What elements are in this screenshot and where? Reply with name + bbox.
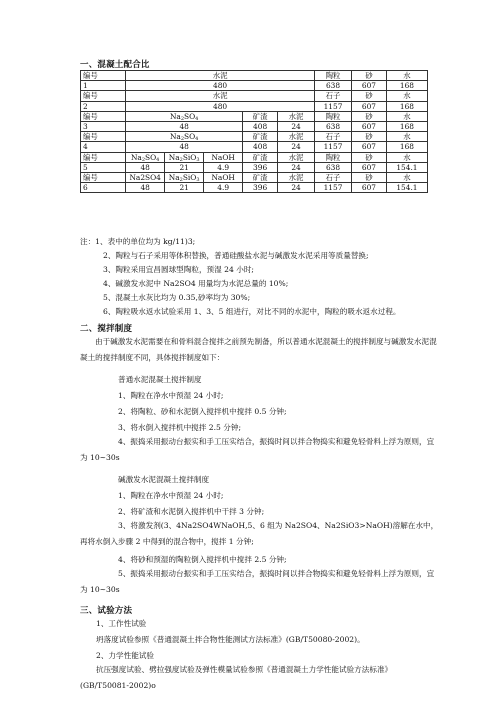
header-cell: 编号 [81,71,126,81]
subsection-title-mechanics: 2、力学性能试验 [96,651,154,660]
header-cell: 编号 [81,132,126,142]
header-cell-na2so4: $Na_2SO_4$ [126,132,243,142]
header-cell: 陶粒 [315,111,352,121]
table-row [81,101,428,111]
header-cell: 水泥 [278,172,315,182]
note-line: 3、陶粒采用宜昌圆球型陶粒，预湿 24 小时; [103,265,254,274]
cell: 24 [278,162,315,172]
cell: 4.9 [204,183,243,193]
cell: 5 [81,162,126,172]
note-line: 6、陶粒吸水返水试验采用 1、3、5 组进行，对比不同的水泥中，陶粒的吸水返水过程。 [103,307,401,316]
note-line: 4、碱激发水泥中 Na2SO4 用量均为水泥总量的 10%; [103,279,289,288]
step-paragraph: 4、振捣采用振动台振实和手工压实结合，振捣时间以拌合物捣实和避免轻骨料上浮为原则，宜为 10~30s [80,437,435,462]
header-cell-na2so4: $Na_2SO_4$ [126,111,243,121]
cell: 21 [165,162,204,172]
header-cell: 矿渣 [243,111,278,121]
step-line: 2、将陶粒、砂和水泥倒入搅拌机中搅拌 0.5 分钟; [118,407,287,416]
cell: 607 [351,142,386,152]
step-line: 2、将矿渣和水泥倒入搅拌机中干拌 3 分钟; [118,507,265,516]
header-cell: 砂 [351,152,386,162]
section-title-mix-proportion: 一、混凝土配合比 [80,60,150,70]
cell: 607 [351,121,386,131]
cell: 154.1 [386,162,427,172]
header-cell: 水泥 [278,111,315,121]
subsection-title-alkali: 碱激发水泥混凝土搅拌制度 [118,475,210,484]
cell: 408 [243,142,278,152]
cell: 607 [351,101,386,111]
header-cell: 砂 [351,71,386,81]
cell: 638 [315,162,352,172]
header-cell: 水泥 [278,132,315,142]
cell: 24 [278,183,315,193]
section-title-mixing: 二、搅拌制度 [80,324,133,334]
step-line: 1、陶粒在净水中预湿 24 小时; [118,391,224,400]
cell: 1 [81,81,126,91]
cell: 168 [386,81,427,91]
cell: 6 [81,183,126,193]
cell: 48 [126,162,165,172]
note-line: 注：1、表中的单位均为 kg/11)3; [80,237,196,246]
mix-proportion-table [80,70,428,193]
header-cell: 水 [386,111,427,121]
header-cell: 编号 [81,111,126,121]
table-header-row [81,132,428,142]
header-cell: 矿渣 [243,172,278,182]
header-cell-na2sio3: $Na_2SiO_3$ [165,152,204,162]
cell: 607 [351,162,386,172]
table-row [81,183,428,193]
cell: 168 [386,142,427,152]
method-paragraph: 抗压强度试验、劈拉强度试验及弹性模量试验参照《普通混凝土力学性能试验方法标准》(GB/T50081-2002)o [80,665,393,690]
header-cell: NaOH [204,172,243,182]
step-line: 1、陶粒在净水中预湿 24 小时; [118,491,224,500]
cell: 48 [126,183,165,193]
cell: 1157 [315,142,352,152]
header-cell: 石子 [315,132,352,142]
cell: 396 [243,183,278,193]
cell: 168 [386,101,427,111]
subsection-title-workability: 1、工作性试验 [96,619,147,628]
header-cell: 编号 [81,172,126,182]
header-cell: 水 [386,132,427,142]
cell: 3 [81,121,126,131]
header-cell: 矿渣 [243,132,278,142]
method-line: 坍落度试验参照《普通混凝土拌合物性能测试方法标准》(GB/T50080-2002)。 [96,635,365,644]
cell: 48 [126,121,243,131]
step-paragraph: 3、将激发剂(3、4Na2SO4WNaOH,5、6 组为 Na2SO4、Na2SiO3>NaOH)溶解在水中，再将水倒入步骤 2 中得到的混合物中，搅拌 1 分钟; [80,521,439,546]
header-cell: 砂 [351,132,386,142]
cell: 2 [81,101,126,111]
note-line: 2、陶粒与石子采用等体积替换，普通硅酸盐水泥与碱激发水泥采用等质量替换; [103,251,369,260]
header-cell: 水 [386,71,427,81]
cell: 408 [243,121,278,131]
header-cell: 矿渣 [243,152,278,162]
header-cell: 编号 [81,91,126,101]
table-header-row [81,152,428,162]
header-cell: 水 [386,91,427,101]
cell: 48 [126,142,243,152]
cell: 607 [351,81,386,91]
table-row [81,81,428,91]
table-row [81,121,428,131]
cell: 154.1 [386,183,427,193]
header-cell: NaOH [204,152,243,162]
header-cell-na2sio3: $Na_2SiO_3$ [165,172,204,182]
step-line: 3、将水倒入搅拌机中搅拌 2.5 分钟; [118,423,242,432]
cell: 21 [165,183,204,193]
cell: 24 [278,121,315,131]
header-cell: 石子 [315,172,352,182]
table-row [81,162,428,172]
cell: 1157 [315,101,352,111]
header-cell: 砂 [351,172,386,182]
cell: 396 [243,162,278,172]
table-header-row [81,91,428,101]
header-cell: 编号 [81,152,126,162]
cell: 607 [351,183,386,193]
subsection-title-ordinary: 普通水泥混凝土搅拌制度 [118,375,202,384]
header-cell: 水泥 [278,152,315,162]
cell: 4 [81,142,126,152]
section-title-methods: 三、试验方法 [80,606,133,616]
header-cell: 水 [386,172,427,182]
header-cell: 水 [386,152,427,162]
cell: 480 [126,101,315,111]
table-header-row [81,172,428,182]
cell: 638 [315,121,352,131]
header-cell: 石子 [315,91,352,101]
cell: 24 [278,142,315,152]
header-cell: 砂 [351,91,386,101]
cell: 638 [315,81,352,91]
table-header-row [81,111,428,121]
header-cell: 陶粒 [315,152,352,162]
header-cell: 水泥 [126,91,315,101]
header-cell: 水泥 [126,71,315,81]
step-line: 4、将砂和预湿的陶粒倒入搅拌机中搅拌 2.5 分钟; [118,555,287,564]
header-cell: Na2SO4 [126,172,165,182]
step-paragraph: 5、振捣采用振动台振实和手工压实结合，振捣时间以拌合物捣实和避免轻骨料上浮为原则，宜为 10~30s [80,569,435,594]
cell: 168 [386,121,427,131]
table-row [81,142,428,152]
cell: 480 [126,81,315,91]
header-cell-na2so4: $Na_2SO_4$ [126,152,165,162]
note-line: 5、混凝土水灰比均为 0.35,砂率均为 30%; [103,293,251,302]
header-cell: 陶粒 [315,71,352,81]
cell: 4.9 [204,162,243,172]
table-header-row [81,71,428,81]
section-intro-paragraph: 由于碱激发水泥需要在和骨料混合搅拌之前预先制备，所以普通水泥混凝土的搅拌制度与碱激发水泥混凝土的搅拌制度不同，具体搅拌制度如下： [80,337,437,362]
header-cell: 砂 [351,111,386,121]
cell: 1157 [315,183,352,193]
